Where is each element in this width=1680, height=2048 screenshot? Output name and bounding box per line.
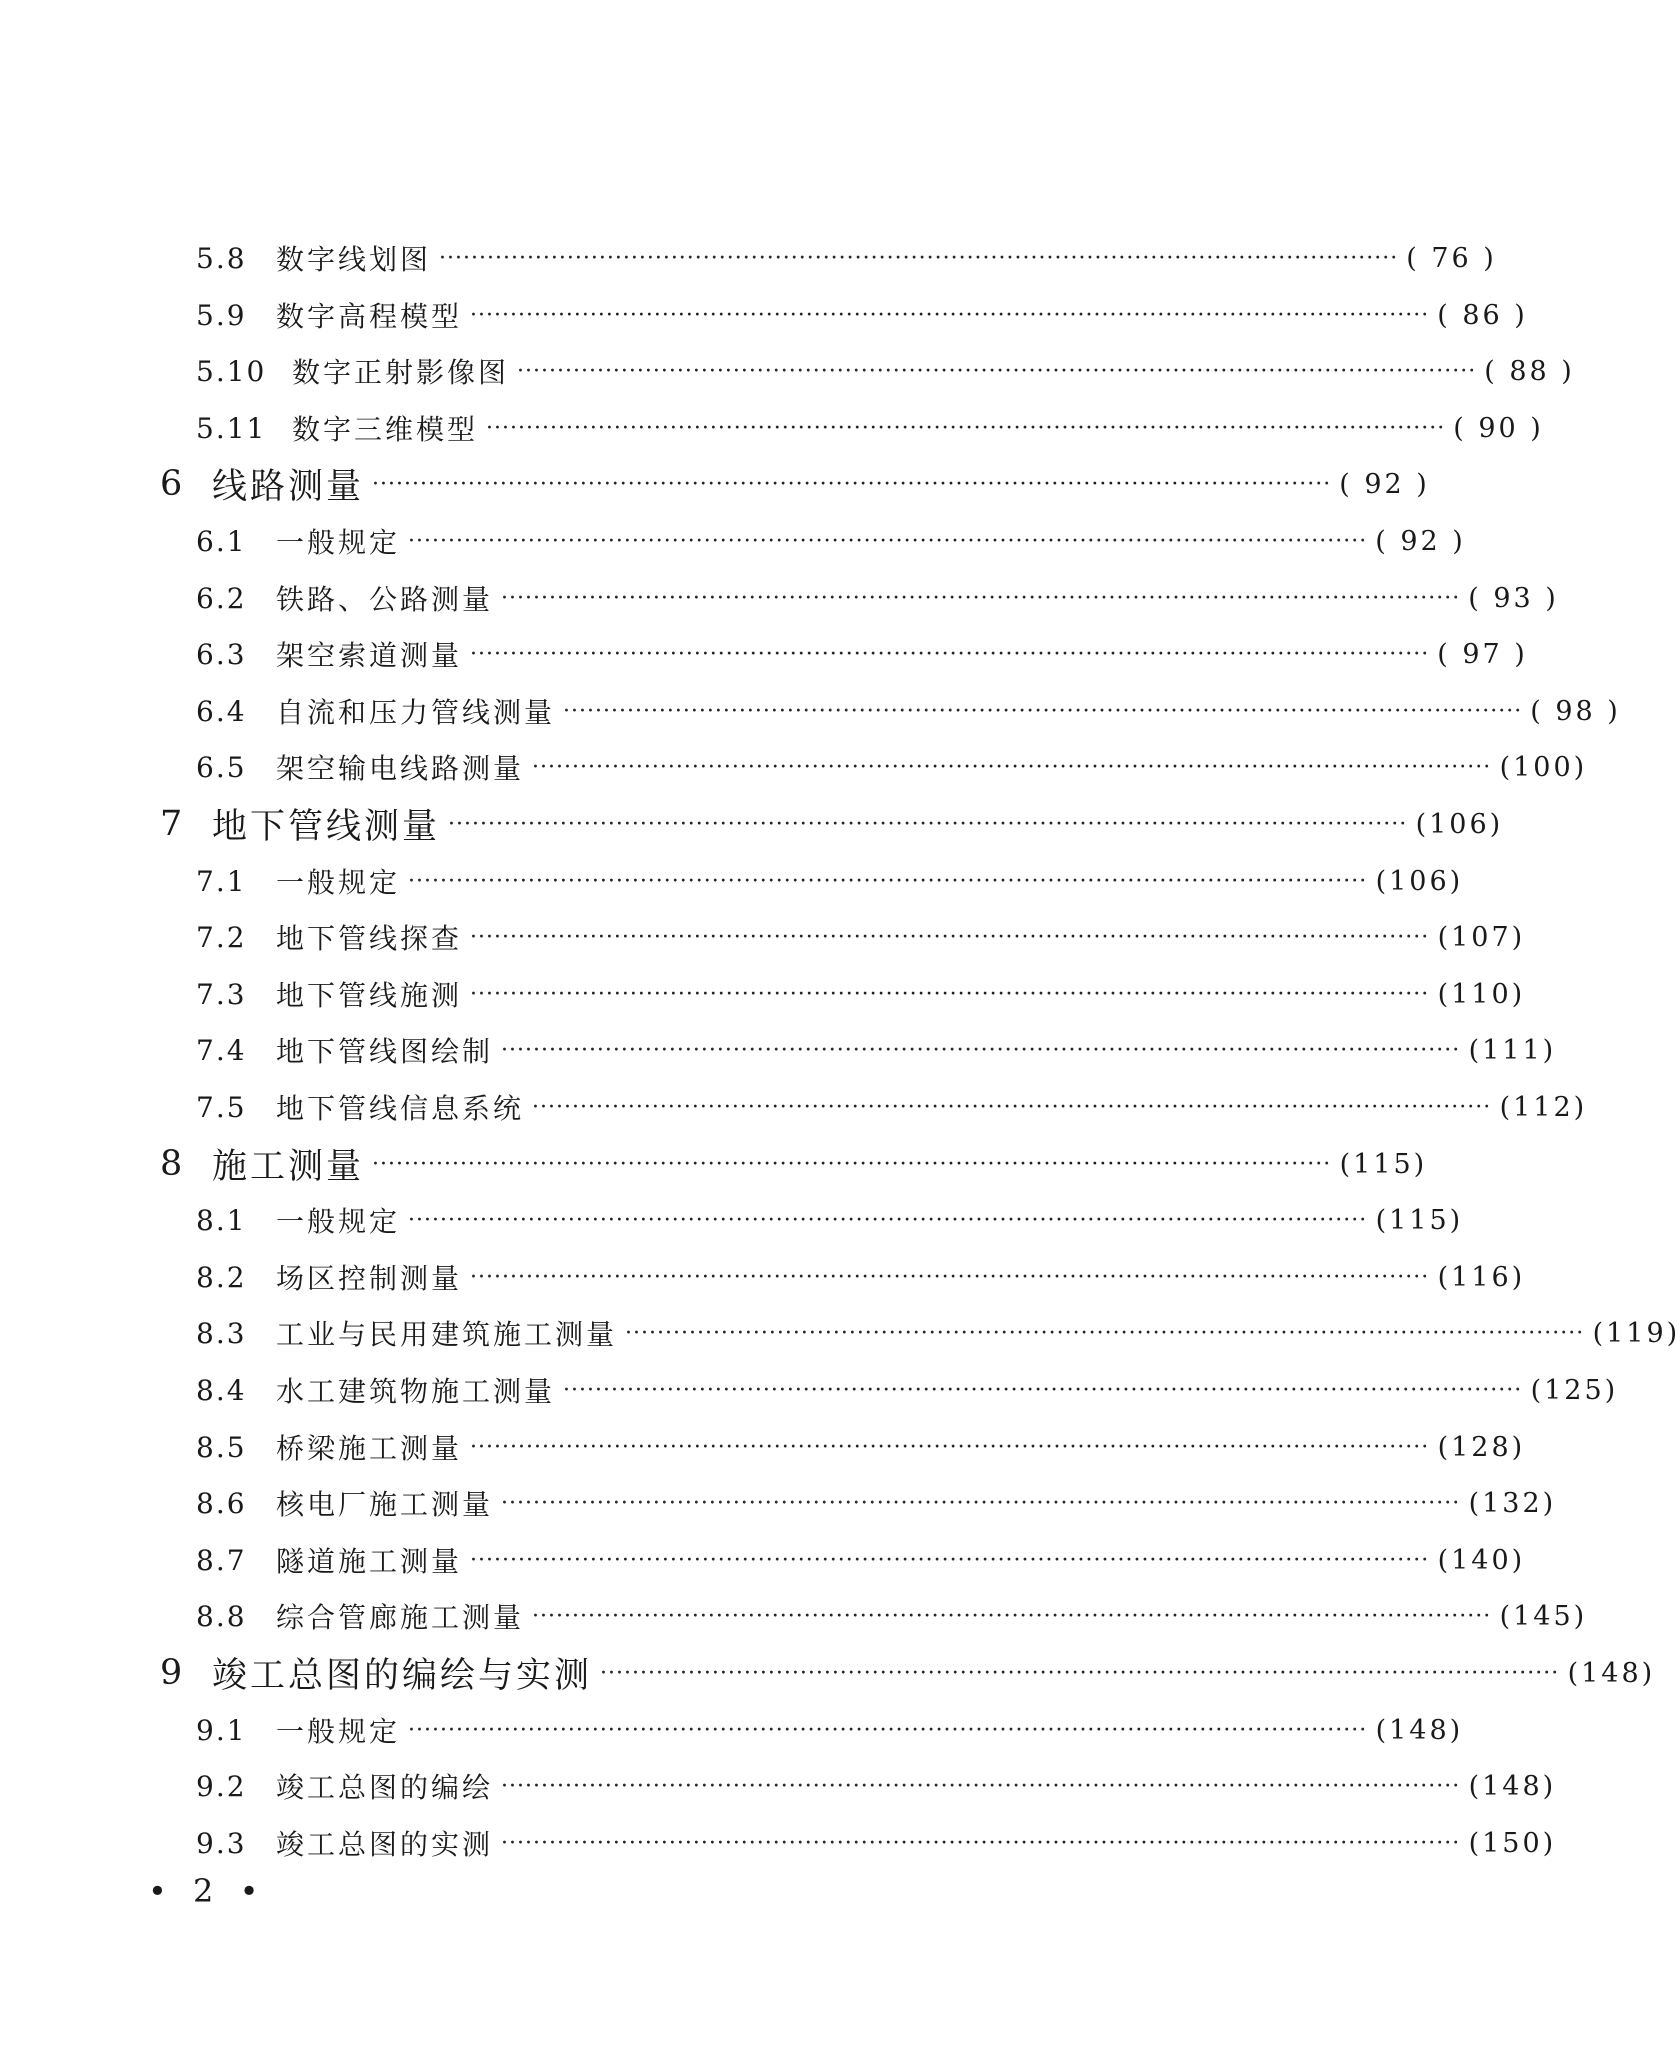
toc-entry-title: 数字三维模型 [292, 413, 479, 446]
toc-entry-page: ( 76 ) [1406, 242, 1497, 274]
toc-leader-dots: ························································································································ [563, 1377, 1523, 1403]
toc-chapter-entry [160, 796, 1504, 852]
toc-section-entry [196, 683, 1621, 739]
toc-entry-number: 6.1 [196, 524, 247, 558]
toc-entry-number: 5.8 [196, 241, 247, 275]
toc-entry-page: (100) [1499, 751, 1588, 783]
toc-section-entry [196, 853, 1464, 909]
toc-section-entry [196, 966, 1526, 1022]
toc-entry-title: 核电厂施工测量 [276, 1488, 494, 1521]
toc-entry-title: 综合管廊施工测量 [276, 1601, 525, 1634]
toc-leader-dots: ························································································································ [372, 471, 1332, 497]
toc-leader-dots: ························································································································ [563, 698, 1523, 724]
toc-entry-number: 7.4 [196, 1033, 247, 1067]
toc-entry-number: 5.9 [196, 298, 247, 332]
toc-entry-page: (132) [1468, 1487, 1557, 1519]
toc-entry-number: 8.8 [196, 1599, 247, 1633]
toc-entry-number: 8 [160, 1144, 185, 1184]
toc-leader-dots: ························································································································ [532, 1094, 1492, 1120]
toc-entry-number: 7.2 [196, 920, 247, 954]
toc-leader-dots: ························································································································ [486, 415, 1446, 441]
toc-entry-page: ( 90 ) [1453, 412, 1544, 444]
toc-entry-number: 9 [160, 1653, 185, 1693]
toc-entry-page: ( 86 ) [1437, 299, 1528, 331]
toc-chapter-entry [160, 1136, 1428, 1192]
toc-entry-title: 一般规定 [276, 526, 401, 559]
toc-entry-page: (148) [1567, 1657, 1656, 1689]
toc-entry-number: 6.5 [196, 750, 247, 784]
toc-section-entry [196, 513, 1466, 569]
toc-leader-dots: ························································································································ [470, 641, 1430, 667]
toc-entry-number: 6.3 [196, 637, 247, 671]
toc-entry-page: (107) [1437, 921, 1526, 953]
toc-entry-title: 地下管线施测 [276, 979, 463, 1012]
toc-entry-title: 桥梁施工测量 [276, 1432, 463, 1465]
toc-entry-page: (148) [1468, 1770, 1557, 1802]
toc-entry-title: 工业与民用建筑施工测量 [276, 1318, 618, 1351]
toc-entry-title: 一般规定 [276, 866, 401, 899]
toc-entry-number: 8.3 [196, 1316, 247, 1350]
toc-entry-number: 7 [160, 804, 185, 844]
toc-entry-number: 8.7 [196, 1543, 247, 1577]
toc-leader-dots: ························································································································ [470, 1264, 1430, 1290]
toc-leader-dots: ························································································································ [532, 1603, 1492, 1629]
toc-entry-title: 地下管线测量 [212, 807, 441, 847]
toc-entry-title: 线路测量 [212, 467, 365, 507]
toc-section-entry [196, 1305, 1680, 1361]
toc-entry-page: (111) [1468, 1034, 1557, 1066]
toc-entry-title: 数字线划图 [276, 243, 432, 276]
toc-entry-title: 地下管线探查 [276, 922, 463, 955]
toc-entry-page: ( 88 ) [1484, 355, 1575, 387]
toc-entry-number: 9.2 [196, 1769, 247, 1803]
toc-entry-title: 竣工总图的编绘与实测 [212, 1656, 593, 1696]
toc-entry-page: (145) [1499, 1600, 1588, 1632]
toc-entry-number: 9.1 [196, 1713, 247, 1747]
toc-entry-number: 8.4 [196, 1373, 247, 1407]
toc-entry-number: 8.2 [196, 1260, 247, 1294]
toc-section-entry [196, 1419, 1526, 1475]
toc-section-entry [196, 400, 1544, 456]
toc-leader-dots: ························································································································ [408, 868, 1368, 894]
toc-entry-page: (106) [1375, 865, 1464, 897]
toc-section-entry [196, 1249, 1526, 1305]
toc-entry-page: (140) [1437, 1544, 1526, 1576]
toc-entry-title: 数字高程模型 [276, 300, 463, 333]
toc-section-entry [196, 570, 1559, 626]
toc-entry-number: 8.1 [196, 1203, 247, 1237]
toc-section-entry [196, 1702, 1464, 1758]
toc-entry-title: 架空输电线路测量 [276, 752, 525, 785]
toc-leader-dots: ························································································································ [372, 1151, 1332, 1177]
toc-entry-title: 隧道施工测量 [276, 1545, 463, 1578]
toc-section-entry [196, 1588, 1588, 1644]
toc-entry-title: 架空索道测量 [276, 639, 463, 672]
toc-section-entry [196, 1192, 1464, 1248]
toc-chapter-entry [160, 456, 1430, 512]
toc-entry-page: (150) [1468, 1827, 1557, 1859]
toc-entry-page: ( 97 ) [1437, 638, 1528, 670]
toc-entry-title: 水工建筑物施工测量 [276, 1375, 556, 1408]
toc-leader-dots: ························································································································ [408, 1717, 1368, 1743]
toc-leader-dots: ························································································································ [517, 358, 1477, 384]
toc-section-entry [196, 343, 1575, 399]
toc-section-entry [196, 287, 1528, 343]
toc-entry-page: (119) [1592, 1317, 1680, 1349]
toc-section-entry [196, 1022, 1557, 1078]
toc-entry-title: 地下管线图绘制 [276, 1035, 494, 1068]
toc-entry-number: 6 [160, 464, 185, 504]
toc-entry-number: 8.5 [196, 1430, 247, 1464]
toc-entry-title: 施工测量 [212, 1147, 365, 1187]
toc-entry-page: (128) [1437, 1431, 1526, 1463]
toc-section-entry [196, 1079, 1588, 1135]
toc-entry-page: ( 92 ) [1375, 525, 1466, 557]
toc-leader-dots: ························································································································ [470, 924, 1430, 950]
toc-entry-number: 8.6 [196, 1486, 247, 1520]
toc-leader-dots: ························································································································ [470, 981, 1430, 1007]
toc-leader-dots: ························································································································ [408, 528, 1368, 554]
toc-section-entry [196, 1815, 1557, 1871]
toc-leader-dots: ························································································································ [600, 1660, 1560, 1686]
toc-entry-title: 场区控制测量 [276, 1262, 463, 1295]
toc-entry-number: 6.2 [196, 581, 247, 615]
toc-section-entry [196, 230, 1497, 286]
toc-entry-title: 地下管线信息系统 [276, 1092, 525, 1125]
toc-section-entry [196, 1758, 1557, 1814]
toc-leader-dots: ························································································································ [448, 811, 1408, 837]
toc-entry-page: ( 98 ) [1530, 695, 1621, 727]
toc-leader-dots: ························································································································ [501, 1490, 1461, 1516]
toc-leader-dots: ························································································································ [501, 1037, 1461, 1063]
toc-leader-dots: ························································································································ [408, 1207, 1368, 1233]
toc-section-entry [196, 1532, 1526, 1588]
toc-leader-dots: ························································································································ [532, 754, 1492, 780]
toc-entry-number: 5.10 [196, 354, 267, 388]
toc-entry-title: 铁路、公路测量 [276, 583, 494, 616]
toc-leader-dots: ························································································································ [470, 302, 1430, 328]
toc-leader-dots: ························································································································ [501, 1830, 1461, 1856]
toc-entry-number: 7.1 [196, 864, 247, 898]
toc-entry-number: 9.3 [196, 1826, 247, 1860]
toc-leader-dots: ························································································································ [470, 1547, 1430, 1573]
toc-entry-title: 竣工总图的实测 [276, 1828, 494, 1861]
toc-section-entry [196, 739, 1588, 795]
toc-leader-dots: ························································································································ [470, 1434, 1430, 1460]
toc-entry-page: ( 93 ) [1468, 582, 1559, 614]
toc-chapter-entry [160, 1645, 1656, 1701]
toc-entry-number: 6.4 [196, 694, 247, 728]
toc-section-entry [196, 626, 1528, 682]
toc-entry-page: (106) [1415, 808, 1504, 840]
toc-section-entry [196, 909, 1526, 965]
toc-entry-page: (112) [1499, 1091, 1588, 1123]
toc-entry-number: 7.5 [196, 1090, 247, 1124]
toc-entry-page: (110) [1437, 978, 1526, 1010]
toc-entry-page: (148) [1375, 1714, 1464, 1746]
page-number-footer: • 2 • [148, 1872, 267, 1910]
toc-section-entry [196, 1475, 1557, 1531]
toc-entry-title: 竣工总图的编绘 [276, 1771, 494, 1804]
toc-entry-page: (116) [1437, 1261, 1526, 1293]
toc-entry-page: (115) [1339, 1148, 1428, 1180]
toc-entry-title: 自流和压力管线测量 [276, 696, 556, 729]
toc-leader-dots: ························································································································ [625, 1320, 1585, 1346]
toc-entry-page: (115) [1375, 1204, 1464, 1236]
toc-entry-title: 数字正射影像图 [292, 356, 510, 389]
toc-section-entry [196, 1362, 1619, 1418]
toc-entry-title: 一般规定 [276, 1205, 401, 1238]
toc-entry-title: 一般规定 [276, 1715, 401, 1748]
toc-entry-page: ( 92 ) [1339, 468, 1430, 500]
toc-entry-number: 7.3 [196, 977, 247, 1011]
toc-leader-dots: ························································································································ [501, 585, 1461, 611]
toc-leader-dots: ························································································································ [501, 1773, 1461, 1799]
toc-leader-dots: ························································································································ [439, 245, 1399, 271]
toc-entry-number: 5.11 [196, 411, 267, 445]
toc-entry-page: (125) [1530, 1374, 1619, 1406]
